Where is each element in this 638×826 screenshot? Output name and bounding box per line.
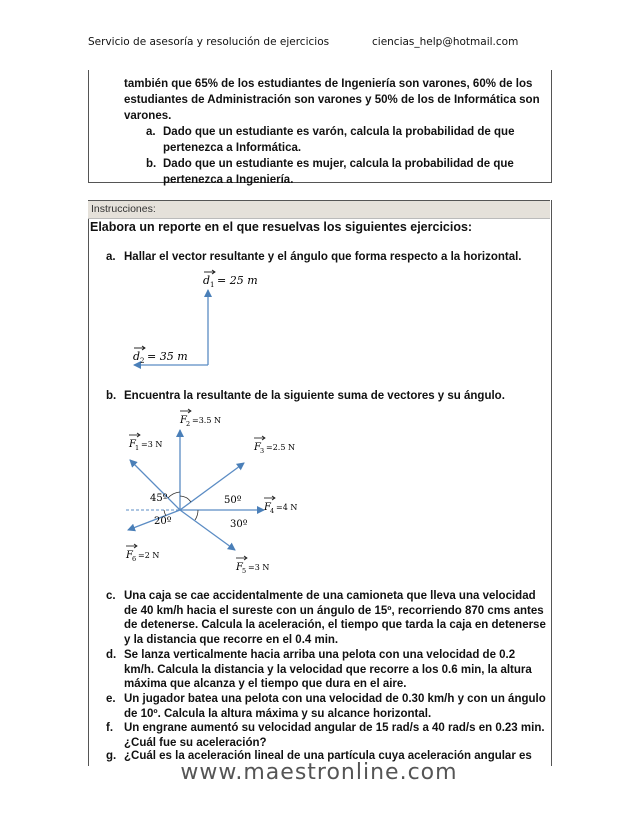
subitem-label: b. [146, 158, 157, 170]
angle-arc-45 [168, 492, 180, 498]
f4-value: =4 N [276, 503, 298, 512]
subitem-line: pertenezca a Ingeniería. [163, 174, 294, 186]
angle-45-label: 45º [150, 493, 168, 504]
exercise-label: g. [106, 750, 117, 762]
f5-value: =3 N [248, 563, 270, 572]
f2-subscript: 2 [186, 420, 191, 428]
angle-arc-30 [195, 510, 198, 520]
instructions-bar [88, 200, 550, 219]
exercise-line: Un jugador batea una pelota con una velocidad de 0.30 km/h y con un ángulo [124, 693, 546, 705]
instructions-intro: Elabora un reporte en el que resuelvas los siguientes ejercicios: [90, 220, 473, 234]
exercise-line: Encuentra la resultante de la siguiente suma de vectores y su ángulo. [124, 390, 505, 402]
header-email: ciencias_help@hotmail.com [372, 36, 519, 48]
force-f2-label [179, 409, 221, 428]
instructions-label: Instrucciones: [91, 203, 156, 215]
f4-subscript: 4 [270, 507, 275, 515]
f5-subscript: 5 [242, 567, 247, 575]
d2-subscript: 2 [140, 357, 145, 365]
exercise-line: km/h. Calcula la distancia y la velocidad que recorre a los 0.6 min, la altura [124, 663, 532, 676]
svg-text:F: F [129, 439, 136, 450]
f1-subscript: 1 [135, 444, 140, 452]
f6-subscript: 6 [132, 555, 137, 563]
svg-text:d: d [133, 350, 141, 363]
exercise-label: e. [106, 693, 116, 705]
exercise-line: de 40 km/h hacia el sureste con un ángulo de 15º, recorriendo 870 cms antes [124, 604, 544, 617]
force-f5-arrow [180, 510, 235, 550]
exercise-line: Un engrane aumentó su velocidad angular de 15 rad/s a 40 rad/s en 0.23 min. [124, 722, 545, 734]
exercise-label: a. [106, 251, 116, 263]
exercise-line: de detenerse. Calcula la aceleración, el tiempo que tarda la caja en detenerse [124, 619, 546, 632]
subitem-line: pertenezca a Informática. [163, 142, 302, 154]
force-f1-label [128, 433, 162, 452]
d2-value: = 35 m [147, 350, 188, 363]
force-f5-label [235, 556, 269, 575]
exercise-line: ¿Cuál fue su aceleración? [124, 736, 267, 749]
f1-value: =3 N [141, 440, 163, 449]
exercise-label: b. [106, 390, 117, 402]
footer-website: www.maestronline.com [180, 760, 458, 785]
f6-value: =2 N [138, 551, 160, 560]
f3-value: =2.5 N [266, 443, 295, 452]
exercise-label: c. [106, 590, 116, 602]
angle-30-label: 30º [230, 519, 248, 530]
angle-50-label: 50º [224, 495, 242, 506]
subitem-label: a. [146, 126, 156, 138]
f3-subscript: 3 [260, 447, 265, 455]
svg-text:F: F [236, 562, 243, 573]
svg-text:d: d [203, 274, 211, 287]
force-f6-label [125, 544, 159, 563]
exercise-line: Hallar el vector resultante y el ángulo que forma respecto a la horizontal. [124, 251, 522, 263]
subitem-line: Dado que un estudiante es mujer, calcula la probabilidad de que [163, 158, 514, 170]
paragraph-line: estudiantes de Administración son varones y 50% de los de Informática son [124, 94, 540, 106]
vector-figure-2 [118, 408, 318, 578]
force-f3-label [253, 436, 295, 455]
exercise-label: d. [106, 649, 117, 661]
header-service-title: Servicio de asesoría y resolución de ejercicios [88, 36, 330, 48]
paragraph-line: también que 65% de los estudiantes de Ingeniería son varones, 60% de los [124, 78, 533, 90]
d1-subscript: 1 [210, 281, 215, 289]
subitem-line: Dado que un estudiante es varón, calcula la probabilidad de que [163, 126, 515, 138]
exercise-line: Una caja se cae accidentalmente de una camioneta que lleva una velocidad [124, 590, 536, 602]
angle-20-label: 20º [154, 516, 172, 527]
paragraph-line: varones. [124, 110, 172, 122]
svg-text:F: F [126, 550, 133, 561]
f2-value: =3.5 N [192, 416, 221, 425]
exercise-line: máxima que alcanza y el tiempo que dura en el aire. [124, 678, 407, 691]
exercise-label: f. [106, 722, 114, 734]
problem-paragraph [124, 76, 544, 124]
vector-d2-label [133, 346, 188, 365]
vector-figure-1 [130, 268, 258, 372]
exercise-line: de 10º. Calcula la altura máxima y su alcance horizontal. [124, 707, 432, 720]
d1-value: = 25 m [217, 274, 258, 287]
exercise-line: y la distancia que recorre en el 0.4 min. [124, 633, 339, 646]
svg-text:F: F [254, 442, 261, 453]
exercise-line: Se lanza verticalmente hacia arriba una pelota con una velocidad de 0.2 [124, 649, 516, 661]
svg-text:F: F [180, 415, 187, 426]
vector-d1-label [203, 270, 258, 289]
exercise-line: ¿Cuál es la aceleración lineal de una partícula cuya aceleración angular es [124, 750, 532, 762]
force-f4-label [263, 496, 297, 515]
svg-text:F: F [264, 502, 271, 513]
angle-arc-50 [180, 496, 191, 502]
